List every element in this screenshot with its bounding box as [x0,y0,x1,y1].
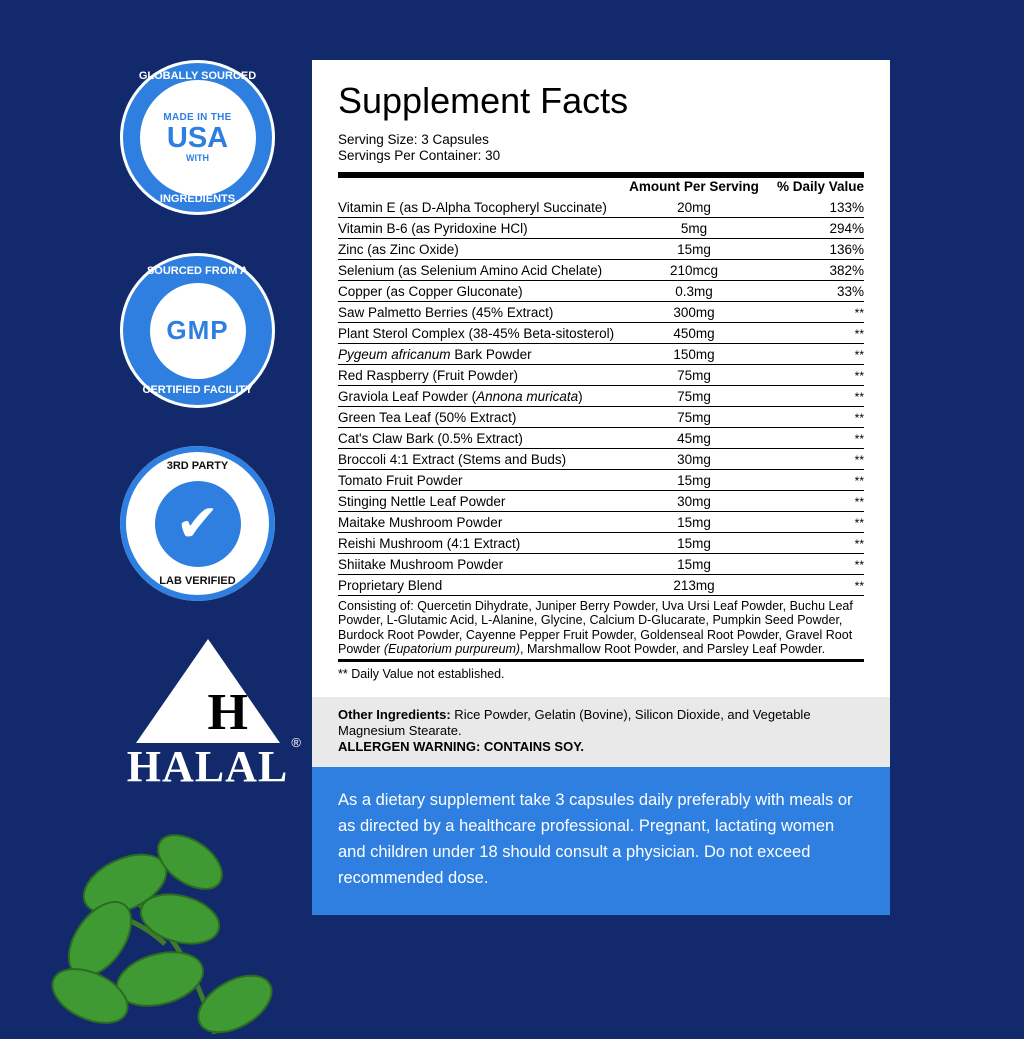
ingredient-amount: 75mg [619,386,769,407]
ingredient-daily-value: ** [769,491,864,512]
ingredient-name: Vitamin E (as D-Alpha Tocopheryl Succinate) [338,199,607,215]
blend-name: Proprietary Blend [338,575,619,596]
ingredient-daily-value: ** [769,428,864,449]
table-row [338,344,864,365]
ingredient-daily-value: ** [769,407,864,428]
ingredient-daily-value: ** [769,344,864,365]
ingredient-amount: 15mg [619,554,769,575]
table-row [338,239,864,260]
ingredient-amount: 450mg [619,323,769,344]
ingredient-amount: 15mg [619,239,769,260]
allergen-warning: ALLERGEN WARNING: CONTAINS SOY. [338,739,585,754]
ingredient-daily-value: 33% [769,281,864,302]
ingredient-name: Stinging Nettle Leaf Powder [338,491,619,512]
ingredient-amount: 300mg [619,302,769,323]
ingredient-daily-value: ** [769,533,864,554]
badge-gmp [120,253,285,418]
servings-per-container: Servings Per Container: 30 [338,148,501,163]
ingredient-name: Vitamin B-6 (as Pyridoxine HCl) [338,218,619,239]
header-blank [338,178,619,197]
badge-lab-arc-bottom: LAB VERIFIED [159,575,236,587]
ingredient-name: Broccoli 4:1 Extract (Stems and Buds) [338,449,619,470]
ingredient-name: Tomato Fruit Powder [338,470,619,491]
blend-amount: 213mg [619,575,769,596]
other-ingredients-text: Rice Powder, Gelatin (Bovine), Silicon Dioxide, and Vegetable Magnesium Stearate. [338,707,811,738]
certification-badges [120,60,310,792]
table-row [338,491,864,512]
ingredient-amount: 5mg [619,218,769,239]
ingredient-name: Zinc (as Zinc Oxide) [338,239,619,260]
ingredient-amount: 210mcg [619,260,769,281]
ingredient-name: Plant Sterol Complex (38-45% Beta-sitosterol) [338,323,619,344]
ingredient-daily-value: ** [769,554,864,575]
badge-made-in-usa [120,60,285,225]
badge-usa-line1: MADE IN THE [163,112,232,123]
table-row [338,197,864,218]
ingredient-amount: 75mg [619,407,769,428]
ingredient-amount: 75mg [619,365,769,386]
ingredient-name: Graviola Leaf Powder (Annona muricata) [338,386,619,407]
facts-table [338,178,864,659]
serving-size: Serving Size: 3 Capsules [338,132,489,147]
ingredient-amount: 0.3mg [619,281,769,302]
ingredient-name: Copper (as Copper Gluconate) [338,281,619,302]
directions-section: As a dietary supplement take 3 capsules daily preferably with meals or as directed by a healthcare professional. Pregnant, lactating women and children under 18 should consult a physician. Do not exceed recommended dose. [312,767,890,915]
table-row-blend-description [338,596,864,660]
badge-usa-line3: WITH [186,153,209,163]
ingredient-amount: 15mg [619,512,769,533]
table-row [338,470,864,491]
other-ingredients-label: Other Ingredients: [338,707,451,722]
badge-gmp-label: GMP [166,315,229,345]
badge-halal-word: HALAL [126,742,289,791]
other-ingredients-section [312,697,890,767]
table-row [338,449,864,470]
table-row [338,323,864,344]
badge-usa-arc-top: GLOBALLY SOURCED [138,70,257,82]
ingredient-name: Saw Palmetto Berries (45% Extract) [338,302,619,323]
table-row [338,260,864,281]
ingredient-daily-value: ** [769,365,864,386]
badge-gmp-arc-top: SOURCED FROM A [146,265,249,277]
triangle-icon: H [136,639,280,743]
facts-body [312,60,890,697]
ingredient-daily-value: ** [769,470,864,491]
table-header-row [338,178,864,197]
ingredient-name: Shiitake Mushroom Powder [338,554,619,575]
ingredient-daily-value: ** [769,449,864,470]
ingredient-amount: 30mg [619,449,769,470]
ingredient-daily-value: ** [769,512,864,533]
blend-daily-value: ** [769,575,864,596]
table-row [338,554,864,575]
badge-halal-registered: ® [291,735,301,750]
table-row [338,218,864,239]
table-row [338,407,864,428]
blend-description: Consisting of: Quercetin Dihydrate, Juniper Berry Powder, Uva Ursi Leaf Powder, Buchu Leaf Powder, L-Glutamic Acid, L-Alanine, Glycine, Calcium D-Glucarate, Pumpkin Seed Powder, Burdock Root Powder, Cayenne Pepper Fruit Powder, Goldenseal Root Powder, Gravel Root Powder (Eupatorium purpureum), Marshmallow Root Powder, and Parsley Leaf Powder. [338,596,864,660]
table-row [338,281,864,302]
ingredient-daily-value: ** [769,386,864,407]
supplement-facts-panel [312,60,890,915]
ingredient-name: Maitake Mushroom Powder [338,512,619,533]
ingredient-daily-value: 294% [769,218,864,239]
footnote: ** Daily Value not established. [338,667,505,681]
ingredient-amount: 20mg [677,199,711,215]
table-row [338,365,864,386]
table-row [338,512,864,533]
badge-usa-arc-bottom: INGREDIENTS [159,193,236,205]
ingredient-amount: 15mg [619,470,769,491]
table-row [338,428,864,449]
ingredient-daily-value: 382% [769,260,864,281]
ingredient-daily-value: 136% [769,239,864,260]
table-row [338,533,864,554]
ingredient-daily-value: 133% [829,199,864,215]
badge-usa-line2: USA [166,122,229,154]
page-title: Supplement Facts [338,80,629,121]
badge-third-party-lab [120,446,285,611]
check-mark-icon: ✔ [155,481,241,567]
facts-table-body [338,197,864,659]
ingredient-daily-value: ** [769,302,864,323]
table-row-blend [338,575,864,596]
leaf-decoration [30,734,360,1034]
table-row [338,386,864,407]
badge-gmp-arc-bottom: CERTIFIED FACILITY [142,384,253,396]
ingredient-name: Red Raspberry (Fruit Powder) [338,365,619,386]
ingredient-name: Selenium (as Selenium Amino Acid Chelate) [338,260,619,281]
ingredient-daily-value: ** [769,323,864,344]
ingredient-name: Green Tea Leaf (50% Extract) [338,407,619,428]
badge-lab-arc-top: 3RD PARTY [166,460,229,472]
ingredient-name: Reishi Mushroom (4:1 Extract) [338,533,619,554]
ingredient-amount: 45mg [619,428,769,449]
header-daily-value: % Daily Value [776,179,864,194]
ingredient-name: Cat's Claw Bark (0.5% Extract) [338,428,619,449]
ingredient-amount: 150mg [619,344,769,365]
ingredient-amount: 15mg [619,533,769,554]
header-amount: Amount Per Serving [629,179,759,194]
ingredient-name: Pygeum africanum Bark Powder [338,344,619,365]
ingredient-amount: 30mg [619,491,769,512]
table-row [338,302,864,323]
